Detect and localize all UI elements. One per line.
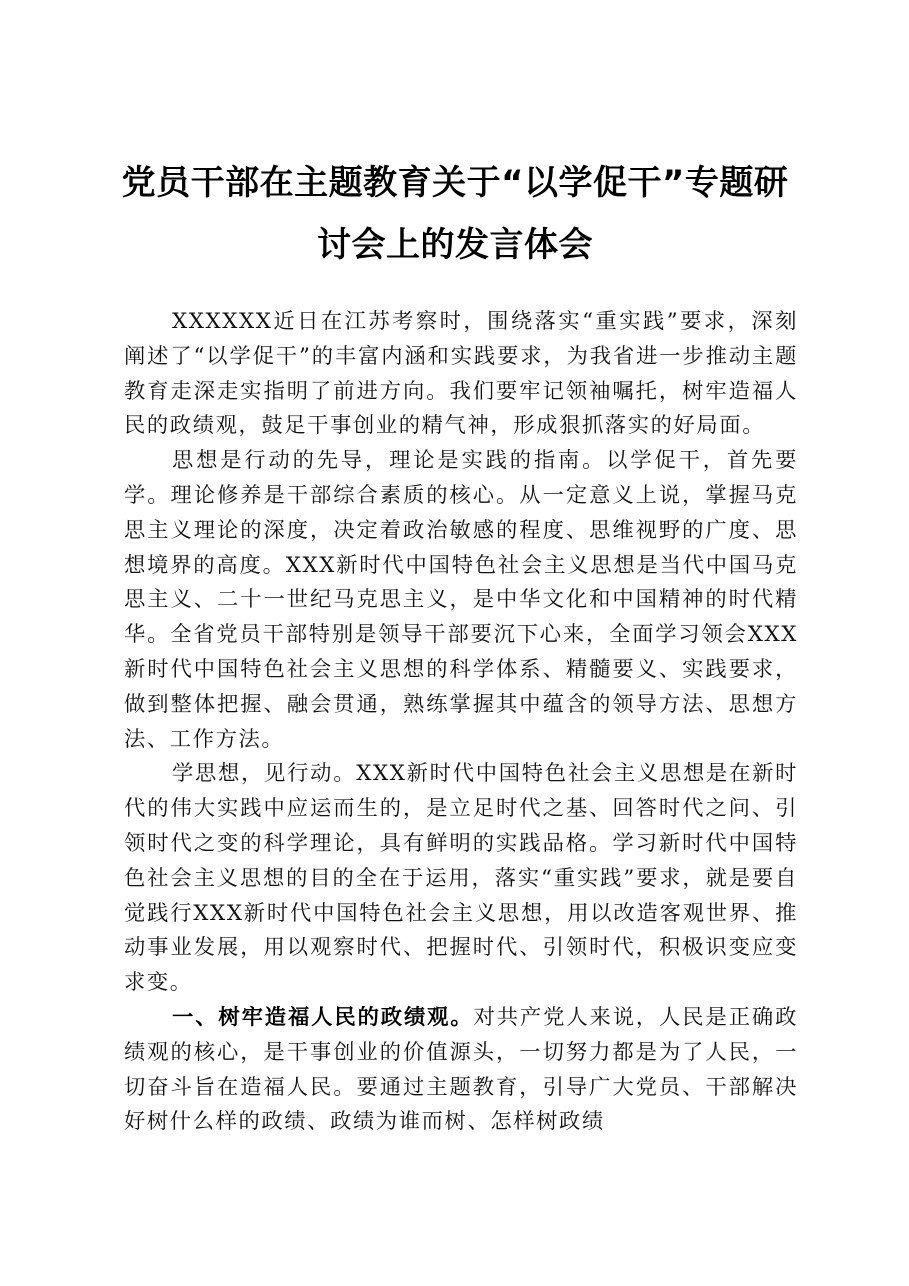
- section-heading-1: 一、树牢造福人民的政绩观。: [172, 1004, 474, 1030]
- paragraph-2: [124, 444, 798, 757]
- document-title: [110, 152, 800, 276]
- title-line-1: 党员干部在主题教育关于“以学促干”专题研: [121, 163, 789, 203]
- paragraph-1: [124, 305, 798, 444]
- paragraph-3-text: 学思想，见行动。XXX新时代中国特色社会主义思想是在新时代的伟大实践中应运而生的，是立足时代之基、回答时代之问、引领时代之变的科学理论，具有鲜明的实践品格。学习新时代中国特色社会主义思想的目的全在于运用，落实“重实践”要求，就是要自觉践行XXX新时代中国特色社会主义思想，用以改造客观世界、推动事业发展，用以观察时代、把握时代、引领时代，积极识变应变求变。: [124, 761, 798, 996]
- paragraph-3: [124, 757, 798, 1001]
- paragraph-1-text: XXXXXX近日在江苏考察时，围绕落实“重实践”要求，深刻阐述了“以学促干”的丰富内涵和实践要求，为我省进一步推动主题教育走深走实指明了前进方向。我们要牢记领袖嘱托，树牢造福人民的政绩观，鼓足干事创业的精气神，形成狠抓落实的好局面。: [124, 309, 798, 439]
- paragraph-2-text: 思想是行动的先导，理论是实践的指南。以学促干，首先要学。理论修养是干部综合素质的核心。从一定意义上说，掌握马克思主义理论的深度，决定着政治敏感的程度、思维视野的广度、思想境界的高度。XXX新时代中国特色社会主义思想是当代中国马克思主义、二十一世纪马克思主义，是中华文化和中国精神的时代精华。全省党员干部特别是领导干部要沉下心来，全面学习领会XXX新时代中国特色社会主义思想的科学体系、精髓要义、实践要求，做到整体把握、融会贯通，熟练掌握其中蕴含的领导方法、思想方法、工作方法。: [124, 448, 798, 752]
- paragraph-4: [124, 1001, 798, 1140]
- paragraph-4-text: 对共产党人来说，人民是正确政绩观的核心，是干事创业的价值源头，一切努力都是为了人民，一切奋斗旨在造福人民。要通过主题教育，引导广大党员、干部解决好树什么样的政绩、政绩为谁而树、怎样树政绩: [124, 1004, 798, 1135]
- title-line-2: 讨会上的发言体会: [317, 225, 593, 265]
- document-body: [124, 305, 798, 1140]
